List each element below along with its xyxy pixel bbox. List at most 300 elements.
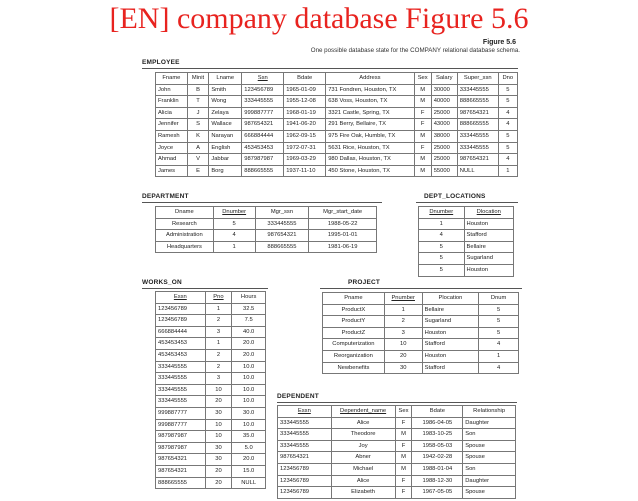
table-cell: 888665555 [255,241,309,253]
table-row [323,339,519,351]
column-header-label: Dnumber [429,209,454,215]
table-cell: 4 [498,119,517,131]
table-cell: 987987987 [156,431,206,443]
column-header [464,207,513,219]
employee-table [155,72,518,177]
table-cell: Houston [464,264,513,276]
table-row [278,487,516,499]
table-cell: 1981-06-19 [309,241,377,253]
table-cell: James [156,165,188,177]
table-row [156,326,266,338]
table-row [323,316,519,328]
table-cell: 333445555 [156,396,206,408]
table-cell: 38000 [431,130,457,142]
table-cell: 5 [419,253,465,265]
table-row [156,218,377,230]
table-cell: 20.0 [232,454,266,466]
column-header-label: Relationship [473,408,506,414]
table-cell: Wallace [209,119,242,131]
table-row [156,407,266,419]
table-row [156,373,266,385]
column-header-label: Essn [297,408,311,414]
table-cell: Stafford [422,362,479,374]
column-header-label: Dependent_name [340,408,387,414]
table-cell: 980 Dallas, Houston, TX [326,154,415,166]
table-row [278,475,516,487]
table-cell: Daughter [463,417,516,429]
table-row [156,419,266,431]
table-cell: 666884444 [242,130,284,142]
table-cell: 999887777 [156,419,206,431]
table-header-row [323,293,519,305]
table-cell: M [414,130,431,142]
table-cell: 1958-05-03 [412,440,463,452]
table-cell: Elizabeth [331,487,395,499]
table-cell: M [395,452,412,464]
employee-rule [142,68,518,69]
table-cell: S [187,119,209,131]
table-cell: 987654321 [156,454,206,466]
table-cell: 1 [479,350,519,362]
table-row [156,230,377,242]
table-row [278,452,516,464]
column-header [498,73,517,85]
table-row [323,327,519,339]
table-cell: 1 [213,241,255,253]
table-cell: V [187,154,209,166]
table-cell: 10 [205,431,232,443]
table-row [323,304,519,316]
column-header-label: Minit [191,75,205,81]
dept-locations-table [418,206,514,277]
table-cell: 453453453 [242,142,284,154]
table-row [278,417,516,429]
table-cell: Jennifer [156,119,188,131]
table-cell: F [395,440,412,452]
table-cell: 32.5 [232,303,266,315]
table-cell: 333445555 [278,429,332,441]
table-cell: 25000 [431,107,457,119]
table-row [156,130,518,142]
table-cell: 1965-01-09 [284,84,326,96]
table-cell: 333445555 [242,96,284,108]
dept-locations-rule [416,202,518,203]
table-cell: F [395,487,412,499]
column-header-label: Mgr_ssn [270,209,294,215]
table-cell: Franklin [156,96,188,108]
table-header-row [156,73,518,85]
table-cell: Stafford [464,230,513,242]
table-cell: 2 [205,315,232,327]
table-cell: Abner [331,452,395,464]
column-header [331,406,395,418]
table-cell: 987987987 [242,154,284,166]
table-row [419,230,514,242]
table-cell: 1988-12-30 [412,475,463,487]
table-cell: 1 [419,218,465,230]
table-cell: 1988-01-04 [412,463,463,475]
column-header [395,406,412,418]
column-header [213,207,255,219]
table-cell: Borg [209,165,242,177]
project-title: PROJECT [348,279,381,286]
table-cell: A [187,142,209,154]
table-cell: 1972-07-31 [284,142,326,154]
table-cell: 20.0 [232,338,266,350]
table-cell: 450 Stone, Houston, TX [326,165,415,177]
page-heading: [EN] company database Figure 5.6 [109,2,529,35]
table-cell: Smith [209,84,242,96]
table-cell: 1 [384,304,422,316]
table-cell: 1969-03-29 [284,154,326,166]
table-row [156,349,266,361]
table-cell: 25000 [431,154,457,166]
column-header-label: Dnumber [222,209,247,215]
table-cell: M [414,96,431,108]
column-header [156,292,206,304]
column-header [209,73,242,85]
table-cell: 55000 [431,165,457,177]
table-cell: 2 [205,361,232,373]
table-cell: 3 [205,326,232,338]
table-row [156,107,518,119]
column-header [414,73,431,85]
table-cell: F [414,107,431,119]
table-cell: 987654321 [457,107,498,119]
table-cell: 4 [498,154,517,166]
table-cell: 2 [205,349,232,361]
column-header-label: Address [359,75,381,81]
table-cell: E [187,165,209,177]
table-cell: Theodore [331,429,395,441]
table-cell: Stafford [422,339,479,351]
column-header [326,73,415,85]
works-on-rule [142,288,268,289]
column-header [309,207,377,219]
table-cell: Bellaire [464,241,513,253]
works-on-table [155,291,266,489]
table-cell: 123456789 [156,315,206,327]
column-header-label: Pnumber [391,295,415,301]
table-cell: 987654321 [242,119,284,131]
table-cell: Spouse [463,452,516,464]
table-cell: 333445555 [278,440,332,452]
table-header-row [156,292,266,304]
table-cell: 25000 [431,142,457,154]
column-header [422,293,479,305]
table-cell: ProductX [323,304,385,316]
table-cell: 20.0 [232,349,266,361]
column-header-label: Essn [173,294,187,300]
table-cell: Houston [422,327,479,339]
column-header [205,292,232,304]
table-cell: M [414,154,431,166]
table-row [156,431,266,443]
table-cell: 1955-12-08 [284,96,326,108]
table-cell: 1937-11-10 [284,165,326,177]
table-cell: 987654321 [156,465,206,477]
table-cell: Alice [331,417,395,429]
table-cell: 1941-06-20 [284,119,326,131]
column-header-label: Plocation [438,295,463,301]
table-header-row [278,406,516,418]
table-cell: 7.5 [232,315,266,327]
table-cell: F [395,417,412,429]
table-cell: 35.0 [232,431,266,443]
table-cell: 1986-04-05 [412,417,463,429]
table-row [156,465,266,477]
table-cell: F [414,119,431,131]
project-table [322,292,519,374]
table-cell: Son [463,463,516,475]
table-cell: B [187,84,209,96]
table-cell: 291 Berry, Bellaire, TX [326,119,415,131]
table-cell: 1 [498,165,517,177]
table-cell: F [414,142,431,154]
table-row [419,218,514,230]
table-cell: M [414,165,431,177]
table-cell: 888665555 [156,477,206,489]
column-header-label: Hours [240,294,257,300]
column-header-label: Bdate [429,408,445,414]
table-cell: 10 [384,339,422,351]
table-cell: 5 [498,130,517,142]
table-cell: Newbenefits [323,362,385,374]
table-cell: 888665555 [457,119,498,131]
column-header [479,293,519,305]
table-cell: Joy [331,440,395,452]
table-cell: Sugarland [422,316,479,328]
table-cell: F [395,475,412,487]
table-cell: 333445555 [278,417,332,429]
table-cell: 5 [419,264,465,276]
table-cell: 20 [205,465,232,477]
table-row [323,350,519,362]
column-header-label: Pname [344,295,363,301]
column-header [431,73,457,85]
table-cell: Houston [422,350,479,362]
column-header [457,73,498,85]
column-header-label: Sex [417,75,428,81]
column-header-label: Salary [436,75,453,81]
table-cell: 731 Fondren, Houston, TX [326,84,415,96]
table-cell: 1968-01-19 [284,107,326,119]
table-cell: T [187,96,209,108]
table-cell: Joyce [156,142,188,154]
column-header [284,73,326,85]
table-cell: 333445555 [457,84,498,96]
table-cell: 1967-05-05 [412,487,463,499]
table-cell: 30000 [431,84,457,96]
table-cell: Reorganization [323,350,385,362]
table-row [156,96,518,108]
table-cell: 4 [498,107,517,119]
table-cell: 333445555 [457,142,498,154]
table-row [156,442,266,454]
table-row [156,119,518,131]
column-header-label: Pno [213,294,224,300]
table-cell: 333445555 [457,130,498,142]
table-cell: Daughter [463,475,516,487]
table-cell: Alice [331,475,395,487]
table-cell: 1 [205,303,232,315]
table-cell: Ramesh [156,130,188,142]
table-cell: 1983-10-25 [412,429,463,441]
table-cell: 123456789 [242,84,284,96]
table-cell: Jabbar [209,154,242,166]
table-cell: 453453453 [156,349,206,361]
table-cell: 5 [498,96,517,108]
table-cell: 666884444 [156,326,206,338]
table-row [156,338,266,350]
table-row [156,384,266,396]
column-header [323,293,385,305]
table-cell: M [395,429,412,441]
table-cell: 5631 Rice, Houston, TX [326,142,415,154]
table-cell: 3 [205,373,232,385]
column-header [187,73,209,85]
table-row [156,477,266,489]
table-cell: 2 [384,316,422,328]
column-header [463,406,516,418]
table-cell: 1962-09-15 [284,130,326,142]
table-cell: 5 [479,316,519,328]
table-row [419,264,514,276]
table-cell: Zelaya [209,107,242,119]
table-cell: 30 [205,407,232,419]
column-header-label: Ssn [257,75,268,81]
dept-locations-title: DEPT_LOCATIONS [424,193,486,200]
table-row [156,142,518,154]
figure-caption: One possible database state for the COMPANY relational database schema. [310,47,520,54]
table-cell: 10.0 [232,373,266,385]
column-header-label: Lname [216,75,235,81]
table-cell: 4 [213,230,255,242]
table-cell: 5 [479,327,519,339]
table-cell: Alicia [156,107,188,119]
table-cell: Son [463,429,516,441]
table-cell: 453453453 [156,338,206,350]
table-cell: 10.0 [232,384,266,396]
table-cell: NULL [457,165,498,177]
table-cell: Bellaire [422,304,479,316]
table-cell: ProductY [323,316,385,328]
table-cell: 15.0 [232,465,266,477]
table-cell: Wong [209,96,242,108]
table-cell: 4 [419,230,465,242]
table-cell: 333445555 [156,384,206,396]
column-header [242,73,284,85]
table-row [156,165,518,177]
table-cell: 10.0 [232,361,266,373]
table-cell: 1995-01-01 [309,230,377,242]
table-cell: Computerization [323,339,385,351]
table-cell: 5.0 [232,442,266,454]
table-cell: 10 [205,419,232,431]
column-header [419,207,465,219]
table-cell: 999887777 [242,107,284,119]
table-row [156,84,518,96]
table-cell: Ahmad [156,154,188,166]
table-row [419,241,514,253]
table-cell: Spouse [463,487,516,499]
table-cell: 20 [205,396,232,408]
column-header-label: Sex [398,408,409,414]
table-row [156,396,266,408]
table-cell: 30 [205,442,232,454]
column-header-label: Dno [502,75,514,81]
table-cell: 10 [205,384,232,396]
column-header-label: Dnum [490,295,507,301]
table-cell: 20 [384,350,422,362]
table-row [323,362,519,374]
table-cell: Research [156,218,214,230]
column-header [384,293,422,305]
table-cell: 5 [213,218,255,230]
table-cell: 987654321 [255,230,309,242]
table-cell: 30.0 [232,407,266,419]
dependent-title: DEPENDENT [277,393,319,400]
table-cell: 1988-05-22 [309,218,377,230]
table-row [156,154,518,166]
table-cell: 10.0 [232,396,266,408]
table-cell: 123456789 [278,487,332,499]
column-header-label: Mgr_start_date [323,209,363,215]
column-header [232,292,266,304]
column-header [156,73,188,85]
table-cell: English [209,142,242,154]
dependent-table [277,405,516,499]
table-cell: 5 [479,304,519,316]
table-cell: 333445555 [156,373,206,385]
table-row [156,315,266,327]
table-cell: Headquarters [156,241,214,253]
table-cell: M [395,463,412,475]
table-row [278,463,516,475]
table-cell: 3 [384,327,422,339]
table-cell: M [414,84,431,96]
table-cell: NULL [232,477,266,489]
table-header-row [156,207,377,219]
table-cell: 333445555 [255,218,309,230]
table-cell: 987654321 [457,154,498,166]
table-cell: Houston [464,218,513,230]
table-row [278,429,516,441]
table-cell: J [187,107,209,119]
table-cell: 30 [205,454,232,466]
table-cell: 333445555 [156,361,206,373]
table-row [419,253,514,265]
table-cell: 987987987 [156,442,206,454]
dependent-rule [277,402,517,403]
table-cell: 5 [498,142,517,154]
table-cell: 975 Fire Oak, Humble, TX [326,130,415,142]
column-header [156,207,214,219]
table-cell: 987654321 [278,452,332,464]
column-header [255,207,309,219]
table-row [156,303,266,315]
table-cell: Michael [331,463,395,475]
column-header [278,406,332,418]
figure-label: Figure 5.6 [482,39,516,46]
table-cell: 40.0 [232,326,266,338]
table-row [156,241,377,253]
department-title: DEPARTMENT [142,193,189,200]
table-cell: Spouse [463,440,516,452]
table-cell: 43000 [431,119,457,131]
table-cell: 123456789 [278,463,332,475]
table-cell: Sugarland [464,253,513,265]
